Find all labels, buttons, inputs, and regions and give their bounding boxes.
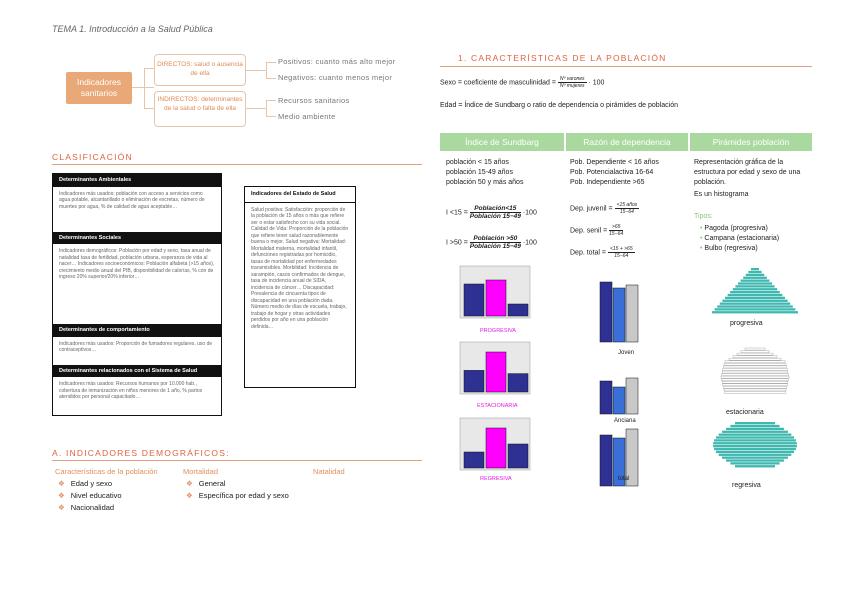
pyramid-bar-right — [755, 368, 787, 370]
pyramid-bar-right — [755, 348, 765, 350]
pyramid-bar-right — [755, 389, 786, 391]
pyramid-bar-left — [741, 280, 755, 282]
pyramid-bar-left — [741, 351, 755, 353]
pyramid-bar-left — [733, 356, 755, 358]
pyramid-bar-right — [755, 353, 773, 355]
caption-estacionaria: ESTACIONARIA — [477, 403, 518, 409]
razon-bar-2-0 — [600, 435, 612, 486]
mindmap-negativos: Negativos: cuanto menos mejor — [278, 73, 393, 82]
clasificacion-title: CLASIFICACIÓN — [52, 152, 133, 162]
pyramid-bar-right — [755, 300, 788, 302]
razon-bar-1-0 — [600, 381, 612, 414]
pyramid-bar-left — [743, 277, 755, 279]
pyramid-bar-right — [755, 384, 787, 386]
pyramid-bar-left — [722, 431, 755, 433]
pyramid-bar-right — [755, 366, 787, 368]
caption-regresiva: REGRESIVA — [480, 476, 512, 482]
pyramid-bar-left — [748, 271, 755, 273]
table-header-razon: Razón de dependencia — [566, 133, 688, 151]
pyramid-bar-left — [725, 361, 755, 363]
list-item: ❖ General — [186, 479, 226, 488]
pyramid-bar-left — [729, 358, 755, 360]
pyramid-bar-right — [755, 356, 777, 358]
estado-head: Indicadores del Estado de Salud — [245, 187, 355, 203]
pyramid-bar-left — [714, 448, 755, 450]
box-body-sistema: Indicadores más usados: Recursos humanos por 10.000 hab., cobertura de inmunización en niños menores de 1 año, % partos atendidos por personal capacitado… — [59, 381, 203, 400]
pyramid-bar-right — [755, 285, 775, 287]
pyramid-bar-left — [713, 445, 755, 447]
pyramid-bar-right — [755, 376, 789, 378]
pyramid-bar-left — [724, 389, 755, 391]
pyramid-bar-right — [755, 434, 791, 436]
pyramid-bar-right — [755, 297, 785, 299]
pyramid-bar-left — [719, 434, 755, 436]
pyramid-bar-right — [755, 277, 767, 279]
bar-2-1 — [486, 428, 506, 468]
col1-head: Características de la población — [55, 467, 158, 476]
pyramid-bar-right — [755, 391, 785, 393]
pyramid-bar-left — [735, 465, 755, 467]
pyramid-bar-left — [722, 457, 755, 459]
pyramid-bar-right — [755, 274, 764, 276]
pyramid-bar-left — [722, 381, 755, 383]
pyramid-bar-right — [755, 436, 794, 438]
list-item: ❖ Específica por edad y sexo — [186, 491, 289, 500]
pyramid-bar-right — [755, 303, 790, 305]
pyramid-bar-right — [755, 271, 762, 273]
pyramid-bar-right — [755, 311, 798, 313]
pyramid-bar-left — [722, 371, 755, 373]
pyramid-bar-left — [722, 374, 755, 376]
pyramid-bar-left — [738, 282, 755, 284]
pyramid-bar-right — [755, 363, 786, 365]
box-head-ambientales: Determinantes Ambientales — [53, 174, 221, 187]
pyramid-bar-left — [735, 285, 755, 287]
list-item: ❖ Edad y sexo — [58, 479, 113, 488]
box-body-ambientales: Indicadores más usados: población con acceso a servicios como agua potable, alcantarillado o eliminación de excretas, número de muertes por agua, % de calidad de agua aceptable… — [59, 190, 205, 210]
caption-pir-progresiva: progresiva — [730, 320, 763, 327]
estado-body: Salud positiva: Satisfacción: proporción de la población de 15 años o más que refiere ser o estar satisfecho con su vida social. Calidad de Vida: Proporción de la población que refiere tener salud razonablemente buena o mejor. Salud negativa: Mortalidad: Mortalidad materna, mortalidad infantil, defunciones registradas por homicidio, tasas de mortalidad por enfermedades transmisibles. Morbilidad: Incidencia de sarampión, casos confirmados de dengue, tasa de incidencia anual de SIDA, incidencia de cáncer… Discapacidad: Prevalencia de cincuenta tipos de discapacidad en una población dada. Número medio de días de escuela, trabajo, trabajo de hogar y otras actividades perdidos por año en una población definida… — [251, 206, 349, 330]
pyramid-bar-right — [755, 448, 796, 450]
pyramid-bar-right — [755, 457, 788, 459]
caracteristicas-title: 1. CARACTERÍSTICAS DE LA POBLACIÓN — [458, 53, 667, 63]
pyramid-bar-left — [745, 348, 755, 350]
box-head-sociales: Determinantes Sociales — [53, 232, 221, 245]
pir-text: Representación gráfica de la estructura por edad y sexo de una población. — [694, 159, 801, 186]
sexo-formula: Sexo = coeficiente de masculinidad = $\frac{\text{Nº varones}}{\text{Nº mujeres}}$ · 100 — [440, 76, 605, 89]
pyramid-bar-left — [719, 454, 755, 456]
bar-0-0 — [464, 284, 484, 316]
pir-text2: Es un histograma — [694, 191, 749, 198]
pyramid-bar-right — [755, 282, 772, 284]
list-item: • Campana (estacionaria) — [700, 235, 780, 242]
list-item: • Bulbo (regresiva) — [700, 245, 758, 252]
pyramid-bar-right — [755, 379, 788, 381]
pyramid-bar-right — [755, 439, 796, 441]
table-header-piramides: Pirámides población — [690, 133, 812, 151]
bar-1-2 — [508, 374, 528, 392]
pyramid-bar-left — [726, 428, 755, 430]
razon-bar-1-1 — [613, 387, 625, 414]
mindmap-medio: Medio ambiente — [278, 112, 336, 121]
mindmap-main: Indicadores sanitarios — [66, 72, 132, 104]
pyramid-bar-left — [735, 422, 755, 424]
sund-formula-1: I <15 = $\frac{\text{Población<15}}{\text{Población 15−49}}$ ·100 — [446, 205, 537, 220]
box-head-comportamiento: Determinantes de comportamiento — [53, 324, 221, 337]
razon-bar-0-1 — [613, 288, 625, 342]
bar-2-2 — [508, 444, 528, 468]
pyramid-bar-left — [725, 297, 755, 299]
pyramid-bar-right — [755, 445, 797, 447]
pyramid-bar-left — [730, 462, 755, 464]
box-head-sistema: Determinantes relacionados con el Sistema de Salud — [53, 365, 221, 378]
bar-2-0 — [464, 452, 484, 468]
table-header-sundbarg: Índice de Sundbarg — [440, 133, 564, 151]
estado-salud-box — [244, 186, 356, 388]
pyramid-bar-left — [713, 442, 755, 444]
pyramid-bar-right — [755, 280, 769, 282]
caption-pir-estacionaria: estacionaria — [726, 409, 764, 416]
list-item: ❖ Nivel educativo — [58, 491, 122, 500]
pyramid-bar-left — [730, 291, 755, 293]
pyramid-bar-left — [724, 363, 755, 365]
razon-formula-3: Dep. total = $\frac{<15 + >65}{15-64}$ — [570, 246, 633, 259]
mindmap-indirectos: INDIRECTOS: determinantes de la salud o falta de ella — [154, 91, 246, 127]
pyramid-bar-right — [755, 431, 788, 433]
sundbarg-charts — [448, 262, 548, 492]
razon-bar-0-0 — [600, 282, 612, 342]
pyramid-bar-left — [725, 391, 755, 393]
mindmap-directos: DIRECTOS: salud o ausencia de ella — [154, 54, 246, 86]
pyramid-bar-right — [755, 371, 788, 373]
mindmap-recursos: Recursos sanitarios — [278, 96, 350, 105]
pyramid-bar-left — [730, 425, 755, 427]
pyramid-bar-left — [717, 305, 755, 307]
caption-anciana: Anciana — [614, 418, 636, 424]
pyramid-bar-left — [726, 459, 755, 461]
razon-bar-0-2 — [626, 285, 638, 342]
demograficos-title: A. INDICADORES DEMOGRÁFICOS: — [52, 448, 230, 458]
pyramid-bar-right — [755, 358, 781, 360]
pyramid-bar-left — [721, 376, 755, 378]
pyramid-bar-left — [723, 366, 755, 368]
pyramid-bar-right — [755, 462, 780, 464]
mindmap-positivos: Positivos: cuanto más alto mejor — [278, 57, 396, 66]
pyramid-bar-right — [755, 374, 788, 376]
pyramid-bar-right — [755, 442, 797, 444]
pyramid-bar-right — [755, 308, 795, 310]
pyramid-bar-right — [755, 351, 769, 353]
caption-total: total — [618, 476, 630, 482]
list-item: • Pagoda (progresiva) — [700, 225, 768, 232]
pyramid-bar-right — [755, 288, 777, 290]
razon-formula-1: Dep. juvenil = $\frac{\text{<15 años}}{15-64}$ — [570, 202, 638, 215]
pyramid-bar-right — [755, 465, 775, 467]
pyramid-bar-right — [755, 381, 788, 383]
pyramid-bar-left — [722, 379, 755, 381]
razon-bar-1-2 — [626, 378, 638, 414]
pyramid-bar-right — [755, 305, 793, 307]
caption-progresiva: PROGRESIVA — [480, 328, 516, 334]
bar-1-1 — [486, 352, 506, 392]
edad-line: Edad = Índice de Sundbarg o ratio de dependencia o pirámides de población — [440, 102, 678, 109]
box-body-sociales: Indicadores demográficos: Población por edad y sexo, tasa anual de natalidad tasa de fertilidad, población urbana, esperanza de vida al nacer… Indicadores socioeconómicos: Población alfabeta (>15 años), crecimiento medio anual del PIB, disponibilidad de calorías, % con de ingreso 20% superior/20% inferior… — [59, 248, 215, 280]
pyramid-bar-right — [755, 268, 759, 270]
razon-lines: Pob. Dependiente < 16 años Pob. Potencialactiva 16-64 Pob. Independiente >65 — [570, 159, 659, 186]
determinantes-box — [52, 173, 222, 416]
pyramid-bar-left — [714, 439, 755, 441]
col2-head: Mortalidad — [183, 467, 219, 476]
pyramid-bar-left — [712, 311, 755, 313]
bar-0-2 — [508, 304, 528, 316]
razon-charts — [596, 274, 656, 494]
pyramid-bar-right — [755, 454, 791, 456]
pyramid-bar-right — [755, 386, 787, 388]
tema-title: TEMA 1. Introducción a la Salud Pública — [52, 24, 213, 34]
pyramid-bar-right — [755, 361, 785, 363]
tipos-label: Tipos: — [694, 213, 713, 220]
col3-head: Natalidad — [313, 467, 345, 476]
pyramid-bar-right — [755, 291, 780, 293]
sund-lines: población < 15 años población 15-49 años población 50 y más años — [446, 159, 524, 186]
bar-1-0 — [464, 370, 484, 392]
caption-pir-regresiva: regresiva — [732, 482, 761, 489]
pyramid-bar-left — [723, 368, 755, 370]
pyramid-bar-left — [722, 300, 755, 302]
pyramid-bar-left — [733, 288, 755, 290]
pyramid-bar-right — [755, 422, 775, 424]
caption-joven: Joven — [618, 350, 635, 356]
pyramid-bar-right — [755, 451, 794, 453]
pyramid-bar-left — [737, 353, 755, 355]
pyramid-charts — [700, 264, 810, 494]
pyramid-bar-left — [728, 294, 755, 296]
pyramid-bar-left — [751, 268, 755, 270]
pyramid-bar-left — [716, 451, 755, 453]
pyramid-bar-right — [755, 428, 784, 430]
list-item: ❖ Nacionalidad — [58, 503, 115, 512]
pyramid-bar-left — [723, 386, 755, 388]
pyramid-bar-left — [716, 436, 755, 438]
bar-0-1 — [486, 280, 506, 316]
box-body-comportamiento: Indicadores más usados: Proporción de fumadores regulares, uso de contraceptivos… — [59, 340, 213, 353]
pyramid-bar-left — [720, 303, 755, 305]
pyramid-bar-left — [715, 308, 755, 310]
razon-formula-2: Dep. senil = $\frac{>65}{15-64}$ — [570, 224, 624, 237]
pyramid-bar-left — [746, 274, 755, 276]
pyramid-bar-left — [723, 384, 755, 386]
sund-formula-2: I >50 = $\frac{\text{Población >50}}{\text{Población 15−49}}$ ·100 — [446, 235, 537, 250]
pyramid-bar-right — [755, 425, 780, 427]
pyramid-bar-right — [755, 459, 784, 461]
pyramid-bar-right — [755, 294, 782, 296]
